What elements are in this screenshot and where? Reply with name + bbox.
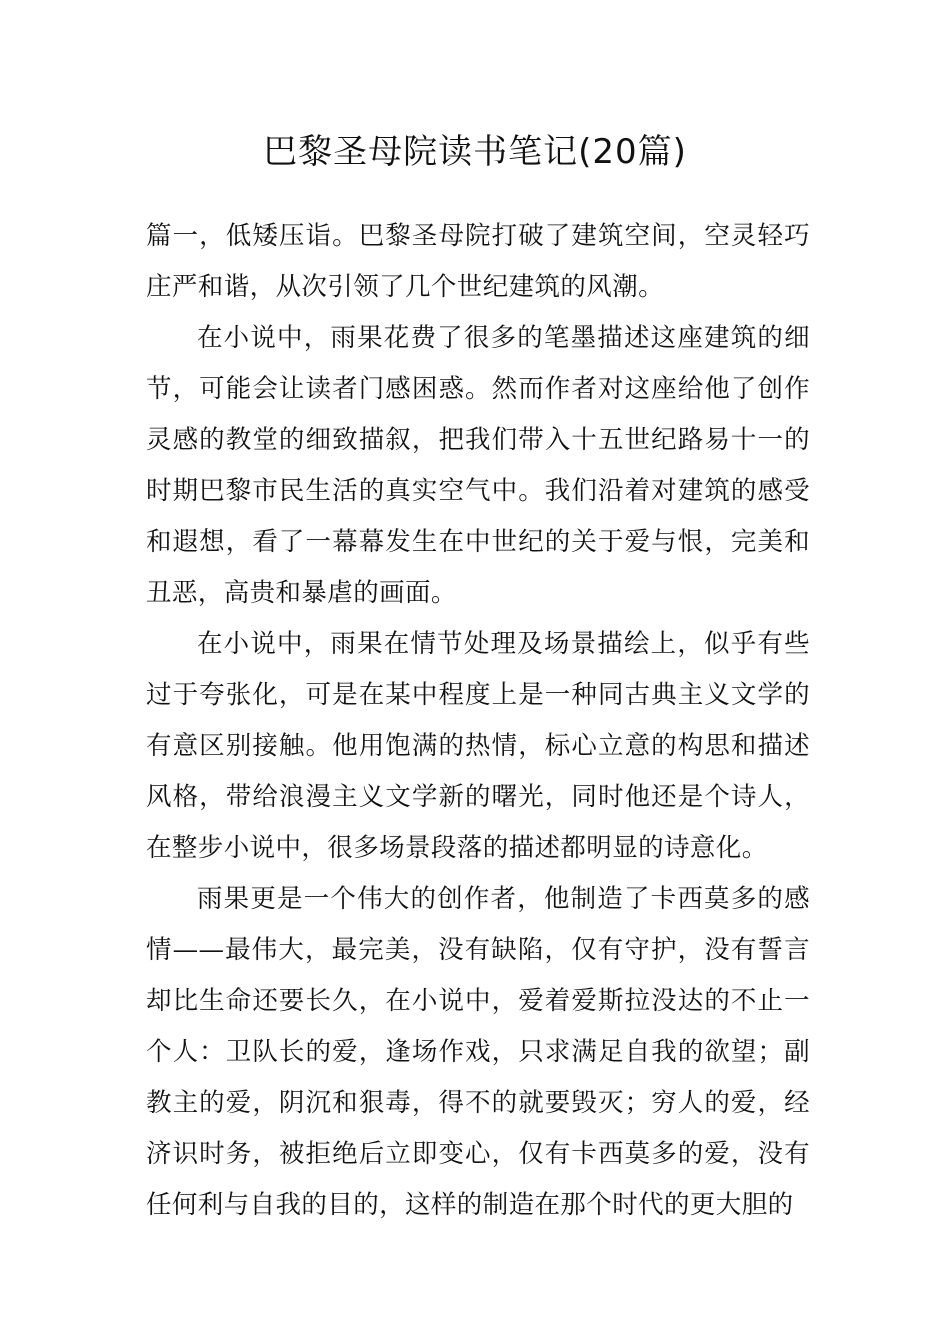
- document-title: 巴黎圣母院读书笔记(20篇): [263, 132, 687, 172]
- paragraph: 篇一，低矮压诣。巴黎圣母院打破了建筑空间，空灵轻巧庄严和谐，从次引领了几个世纪建筑的风潮。: [146, 221, 810, 302]
- document-body: [146, 211, 810, 1231]
- paragraph: 雨果更是一个伟大的创作者，他制造了卡西莫多的感情——最伟大，最完美，没有缺陷，仅有守护，没有誓言却比生命还要长久，在小说中，爱着爱斯拉没达的不止一个人：卫队长的爱，逢场作戏，只求满足自我的欲望；副教主的爱，阴沉和狠毒，得不的就要毁灭；穷人的爱，经济识时务，被拒绝后立即变心，仅有卡西莫多的爱，没有任何利与自我的目的，这样的制造在那个时代的更大胆的: [146, 884, 810, 1220]
- paragraph: 在小说中，雨果在情节处理及场景描绘上，似乎有些过于夸张化，可是在某中程度上是一种同古典主义文学的有意区别接触。他用饱满的热情，标心立意的构思和描述风格，带给浪漫主义文学新的曙光，同时他还是个诗人，在整步小说中，很多场景段落的描述都明显的诗意化。: [146, 629, 810, 863]
- paragraph: 在小说中，雨果花费了很多的笔墨描述这座建筑的细节，可能会让读者门感困惑。然而作者对这座给他了创作灵感的教堂的细致描叙，把我们带入十五世纪路易十一的时期巴黎市民生活的真实空气中。我们沿着对建筑的感受和遐想，看了一幕幕发生在中世纪的关于爱与恨，完美和丑恶，高贵和暴虐的画面。: [146, 323, 810, 608]
